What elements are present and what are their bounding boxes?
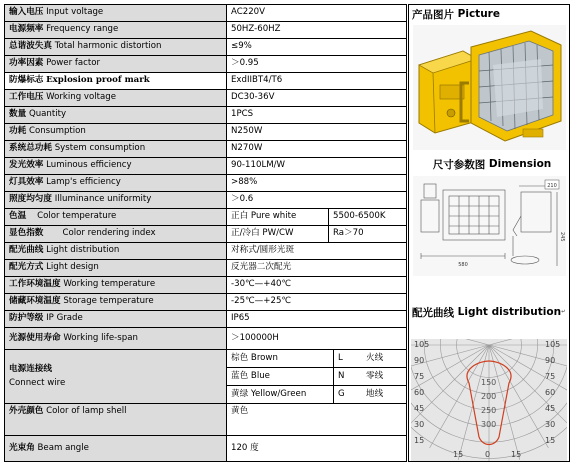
- spec-table: [4, 4, 407, 462]
- spec-row-connect-wire: [5, 350, 407, 404]
- spec-row: 功耗 Consumption N250W: [5, 124, 407, 141]
- polar-angle-label: 90: [414, 356, 425, 365]
- wire-table: [227, 350, 407, 404]
- dimension-svg: [413, 176, 566, 276]
- polar-angle-label: 15: [453, 450, 464, 459]
- spec-row: 配光方式 Light design 反光器二次配光: [5, 260, 407, 277]
- lamp-illustration: [413, 25, 566, 150]
- polar-angle-label: 30: [414, 420, 425, 429]
- spec-row: 防爆标志 Explosion proof mark ExdIIBT4/T6: [5, 73, 407, 90]
- polar-angle-label: 45: [414, 404, 425, 413]
- spec-row: 照度均匀度 Illuminance uniformity ＞0.6: [5, 192, 407, 209]
- polar-radial-line: [489, 345, 567, 404]
- spec-row: 电源频率 Frequency range 50HZ-60HZ: [5, 22, 407, 39]
- picture-title: 产品图片 Picture: [412, 8, 500, 21]
- wire-row: 黄绿 Yellow/Green G 地线: [227, 386, 406, 403]
- wire-label-cn: 电源连接线: [9, 363, 52, 374]
- polar-radial-line: [489, 345, 548, 448]
- polar-ring-label: 200: [481, 392, 497, 401]
- polar-angle-label: 0: [485, 450, 491, 459]
- light-distribution-chart: [411, 339, 567, 461]
- spec-row: 灯具效率 Lamp's efficiency >88%: [5, 175, 407, 192]
- dim-top-label: 210: [547, 183, 557, 189]
- polar-angle-label: 15: [511, 450, 522, 459]
- polar-angle-label: 15: [545, 436, 556, 445]
- spec-row: 防护等级 IP Grade IP65: [5, 311, 407, 328]
- polar-angle-label: 75: [545, 372, 556, 381]
- spec-row-color-temperature: 色温 Color temperature 正白 Pure white 5500-6500K: [5, 209, 407, 226]
- wire-row: 棕色 Brown L 火线: [227, 350, 406, 368]
- spec-row-color-rendering: 显色指数 Color rendering index 正/冷白 PW/CW Ra＞70: [5, 226, 407, 243]
- spec-row-beam-angle: 光束角 Beam angle 120 度: [5, 436, 407, 462]
- spec-row: 工作电压 Working voltage DC30-36V: [5, 90, 407, 107]
- distribution-title: 配光曲线 Light distribution ↵: [412, 306, 566, 319]
- spec-row: 总谐波失真 Total harmonic distortion ≤9%: [5, 39, 407, 56]
- polar-ring-label: 150: [481, 378, 497, 387]
- dim-bottom-label: 580: [458, 262, 468, 268]
- wire-label-en: Connect wire: [9, 377, 66, 388]
- polar-angle-label: 75: [414, 372, 425, 381]
- polar-radial-line: [458, 345, 489, 460]
- spec-row: 储藏环境温度 Storage temperature -25℃—+25℃: [5, 294, 407, 311]
- spec-row: 配光曲线 Light distribution 对称式/圆形光斑: [5, 243, 407, 260]
- spec-row: 工作环境温度 Working temperature -30℃—+40℃: [5, 277, 407, 294]
- polar-ring-label: 250: [481, 406, 497, 415]
- wire-row: 蓝色 Blue N 零线: [227, 368, 406, 386]
- polar-angle-label: 30: [545, 420, 556, 429]
- spec-row: 光源使用寿命 Working life-span ＞100000H: [5, 328, 407, 350]
- spec-row: 发光效率 Luminous efficiency 90-110LM/W: [5, 158, 407, 175]
- polar-radial-line: [489, 345, 520, 460]
- spec-row: 输入电压 Input voltage AC220V: [5, 5, 407, 22]
- product-picture: [413, 25, 566, 150]
- polar-diagram: [411, 339, 567, 461]
- spec-row: 数量 Quantity 1PCS: [5, 107, 407, 124]
- polar-radial-line: [489, 345, 567, 376]
- polar-angle-label: 105: [545, 340, 561, 349]
- polar-angle-label: 60: [414, 388, 425, 397]
- polar-angle-label: 105: [414, 340, 430, 349]
- spec-row: 系统总功耗 System consumption N270W: [5, 141, 407, 158]
- dimension-drawing: [413, 176, 566, 276]
- dim-side-label: 245: [559, 232, 565, 242]
- spec-row-shell-color: 外壳颜色 Color of lamp shell 黄色: [5, 404, 407, 436]
- polar-angle-label: 90: [545, 356, 556, 365]
- right-panel: [408, 4, 570, 462]
- polar-ring-label: 300: [481, 420, 497, 429]
- polar-angle-label: 45: [545, 404, 556, 413]
- polar-angle-label: 15: [414, 436, 425, 445]
- spec-row: 功率因素 Power factor ＞0.95: [5, 56, 407, 73]
- dimension-title: 尺寸参数图 Dimension: [432, 158, 552, 171]
- polar-angle-label: 60: [545, 388, 556, 397]
